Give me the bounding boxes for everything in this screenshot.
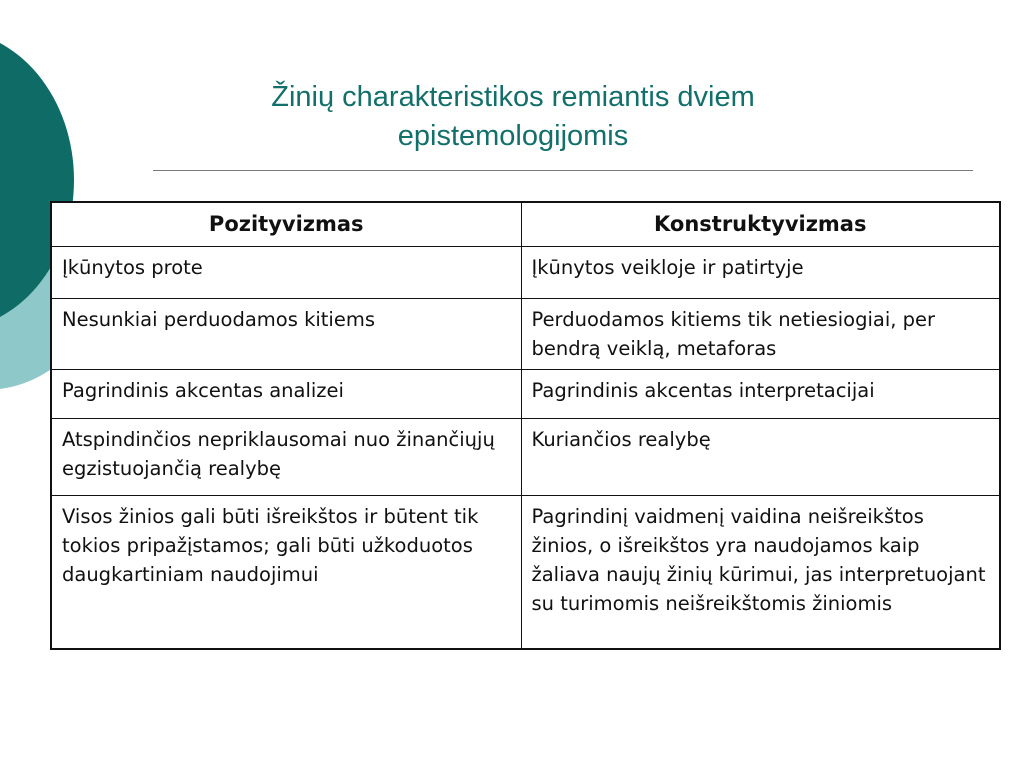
- table-row: [51, 299, 1000, 370]
- table-cell: Perduodamos kitiems tik netiesiogiai, per bendrą veiklą, metaforas: [521, 299, 1000, 370]
- header-constructivism: Konstruktyvizmas: [521, 202, 1000, 247]
- table-cell: Visos žinios gali būti išreikštos ir būtent tik tokios pripažįstamos; gali būti užkoduotos daugkartiniam naudojimui: [51, 496, 521, 650]
- table-cell: Atspindinčios nepriklausomai nuo žinančiųjų egzistuojančią realybę: [51, 419, 521, 496]
- slide-title: [200, 78, 826, 156]
- table-row: [51, 370, 1000, 419]
- table-cell: Pagrindinis akcentas analizei: [51, 370, 521, 419]
- header-positivism: Pozityvizmas: [51, 202, 521, 247]
- table-header-row: [51, 202, 1000, 247]
- table-row: [51, 247, 1000, 299]
- table-cell: Pagrindinis akcentas interpretacijai: [521, 370, 1000, 419]
- slide-title-line-2: epistemologijomis: [397, 120, 629, 152]
- table-row: [51, 496, 1000, 650]
- title-divider: [153, 170, 973, 171]
- table-row: [51, 419, 1000, 496]
- table-cell: Nesunkiai perduodamos kitiems: [51, 299, 521, 370]
- table-cell: Įkūnytos veikloje ir patirtyje: [521, 247, 1000, 299]
- slide-title-line-1: Žinių charakteristikos remiantis dviem: [271, 81, 755, 113]
- comparison-table: [50, 201, 1001, 650]
- table-cell: Pagrindinį vaidmenį vaidina neišreikštos žinios, o išreikštos yra naudojamos kaip žaliava naujų žinių kūrimui, jas interpretuojant su turimomis neišreikštomis žiniomis: [521, 496, 1000, 650]
- table-cell: Kuriančios realybę: [521, 419, 1000, 496]
- table-cell: Įkūnytos prote: [51, 247, 521, 299]
